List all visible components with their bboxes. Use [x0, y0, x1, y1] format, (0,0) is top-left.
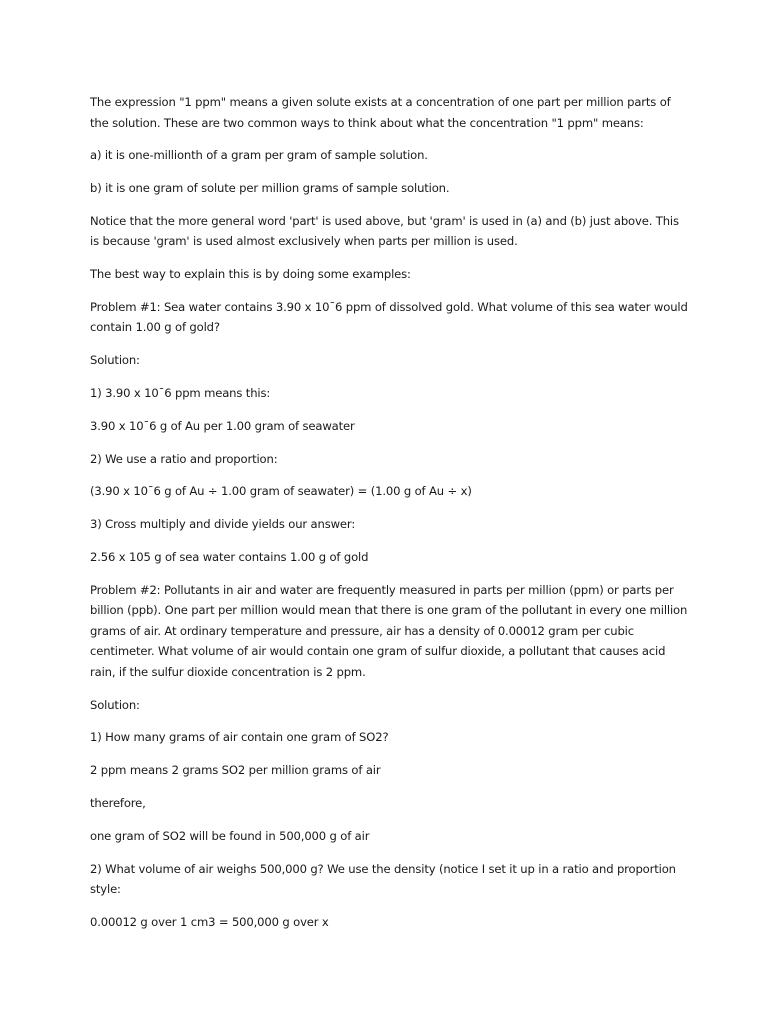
paragraph-solution-1-heading: Solution: [90, 353, 140, 368]
paragraph-step-2-2: 2) What volume of air weighs 500,000 g? We use the density (notice I set it up in a ratio and proportion style: [90, 861, 676, 897]
paragraph-step-2-1: 1) How many grams of air contain one gram of SO2? [90, 730, 389, 745]
paragraph-problem-1: Problem #1: Sea water contains 3.90 x 10¯6 ppm of dissolved gold. What volume of this sea water would contain 1.00 g of gold? [90, 299, 688, 335]
paragraph-step-1-1: 1) 3.90 x 10¯6 ppm means this: [90, 386, 271, 401]
paragraph-step-1-1-detail: 3.90 x 10¯6 g of Au per 1.00 gram of seawater [90, 418, 355, 433]
paragraph-step-1-2: 2) We use a ratio and proportion: [90, 451, 278, 466]
paragraph-step-2-1-result: one gram of SO2 will be found in 500,000 g of air [90, 828, 370, 843]
paragraph-step-2-2-detail: 0.00012 g over 1 cm3 = 500,000 g over x [90, 914, 329, 929]
paragraph-solution-2-heading: Solution: [90, 697, 140, 712]
paragraph-examples-intro: The best way to explain this is by doing some examples: [90, 267, 411, 282]
paragraph-problem-2: Problem #2: Pollutants in air and water are frequently measured in parts per million (ppm) or parts per billion (ppb). One part per million would mean that there is one gram of the pollutant in every one million grams of air. At ordinary temperature and pressure, air has a density of 0.00012 gram per cubic centimeter. What volume of air would contain one gram of sulfur dioxide, a pollutant that causes acid rain, if the sulfur dioxide concentration is 2 ppm. [90, 582, 688, 679]
paragraph-notice: Notice that the more general word 'part' is used above, but 'gram' is used in (a) and (b) just above. This is because 'gram' is used almost exclusively when parts per million is used. [90, 213, 679, 249]
paragraph-definition-b: b) it is one gram of solute per million grams of sample solution. [90, 181, 450, 196]
paragraph-answer-1: 2.56 x 105 g of sea water contains 1.00 g of gold [90, 550, 369, 565]
paragraph-definition-a: a) it is one-millionth of a gram per gram of sample solution. [90, 148, 428, 163]
paragraph-step-1-2-detail: (3.90 x 10¯6 g of Au ÷ 1.00 gram of seawater) = (1.00 g of Au ÷ x) [90, 484, 472, 499]
document-body [90, 92, 690, 945]
paragraph-step-2-1-detail: 2 ppm means 2 grams SO2 per million grams of air [90, 763, 381, 778]
paragraph-step-1-3: 3) Cross multiply and divide yields our answer: [90, 517, 356, 532]
paragraph-therefore: therefore, [90, 796, 146, 811]
paragraph-intro: The expression "1 ppm" means a given solute exists at a concentration of one part per million parts of the solution. These are two common ways to think about what the concentration "1 ppm" means: [90, 95, 671, 130]
